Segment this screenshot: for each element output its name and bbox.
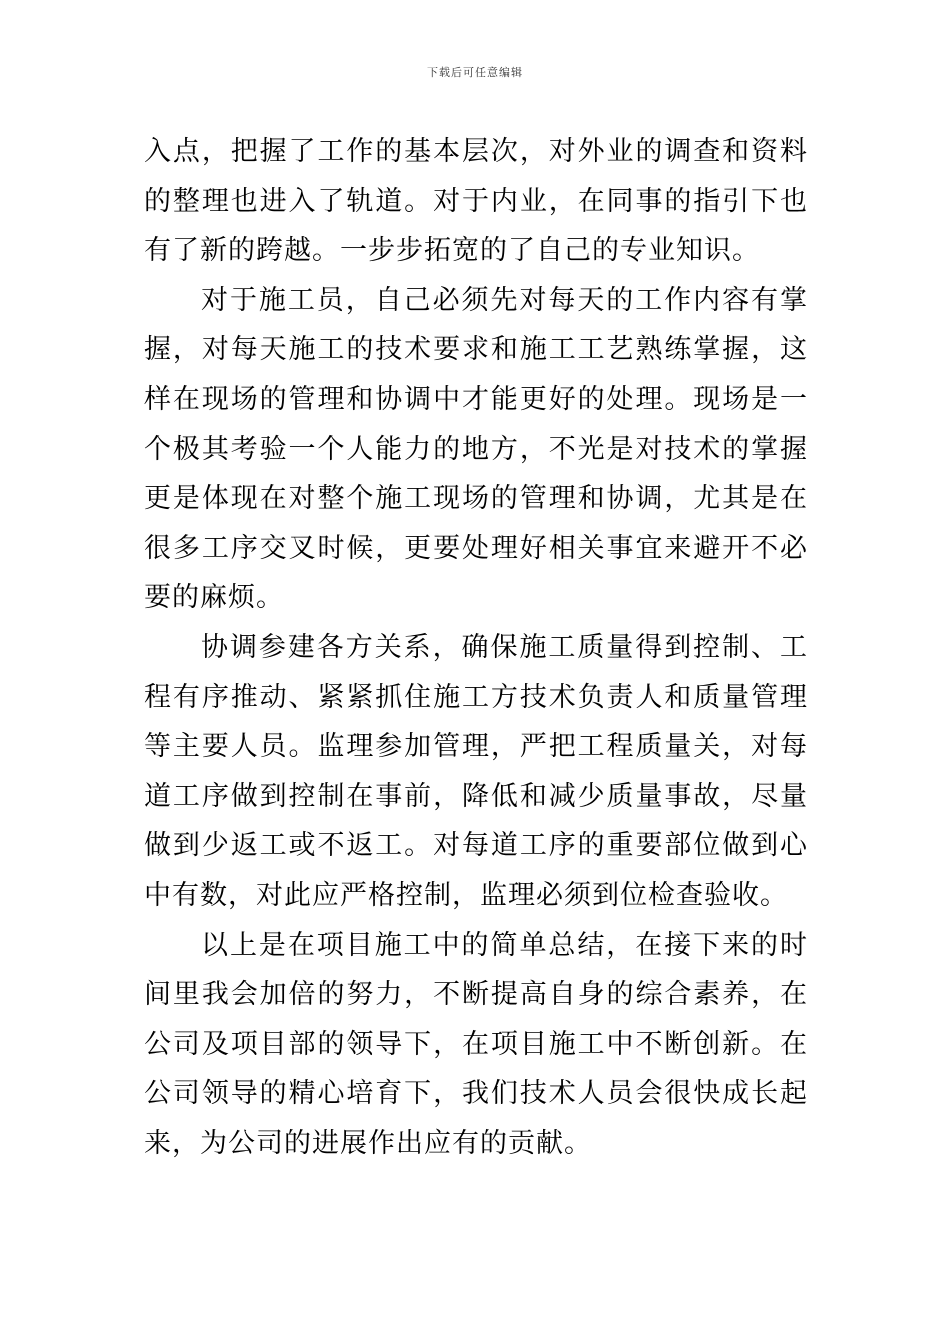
paragraph-summary: 以上是在项目施工中的简单总结，在接下来的时间里我会加倍的努力，不断提高自身的综合素养，在公司及项目部的领导下，在项目施工中不断创新。在公司领导的精心培育下，我们技术人员会很快成长起来，为公司的进展作出应有的贡献。 <box>144 929 808 1159</box>
paragraph-construction-worker: 对于施工员，自己必须先对每天的工作内容有掌握，对每天施工的技术要求和施工工艺熟练掌握，这样在现场的管理和协调中才能更好的处理。现场是一个极其考验一个人能力的地方，不光是对技术的掌握更是体现在对整个施工现场的管理和协调，尤其是在很多工序交叉时候，更要处理好相关事宜来避开不必要的麻烦。 <box>144 284 808 614</box>
paragraph-continuation: 入点，把握了工作的基本层次，对外业的调查和资料的整理也进入了轨道。对于内业，在同事的指引下也有了新的跨越。一步步拓宽的了自己的专业知识。 <box>144 136 808 267</box>
paragraph-coordination: 协调参建各方关系，确保施工质量得到控制、工程有序推动、紧紧抓住施工方技术负责人和质量管理等主要人员。监理参加管理，严把工程质量关，对每道工序做到控制在事前，降低和减少质量事故，尽量做到少返工或不返工。对每道工序的重要部位做到心中有数，对此应严格控制，监理必须到位检查验收。 <box>144 631 808 911</box>
document-body <box>144 127 808 1168</box>
page-header: 下载后可任意编辑 <box>427 66 523 79</box>
